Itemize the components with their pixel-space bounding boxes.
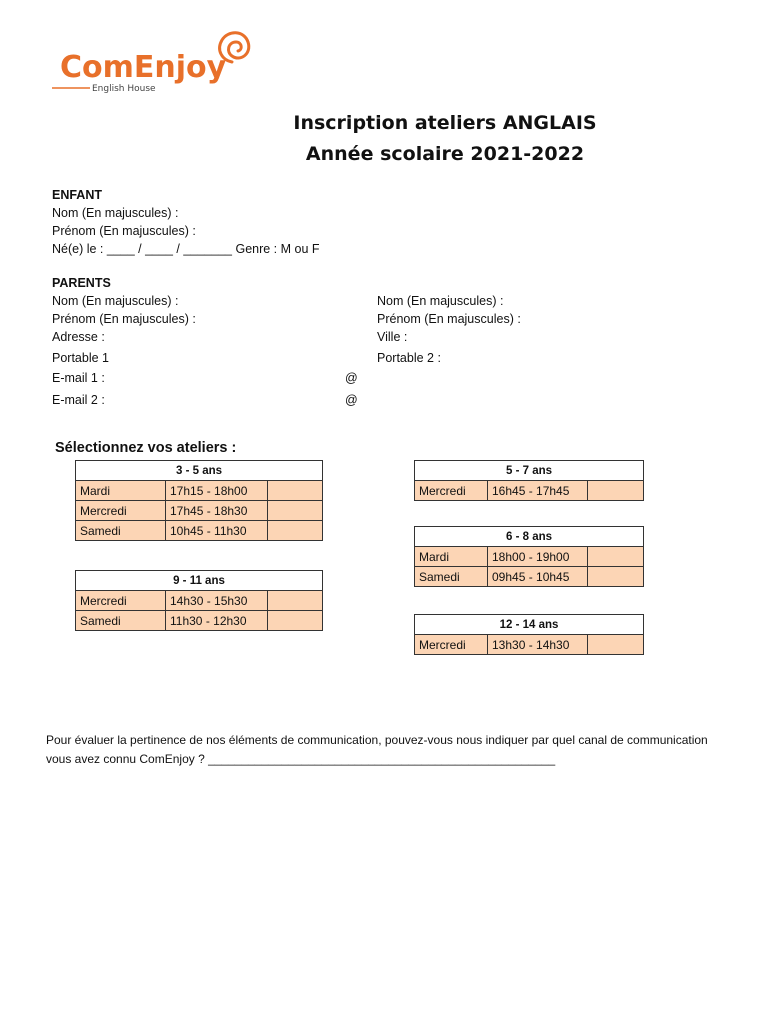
time-cell: 17h15 - 18h00 [166, 481, 268, 501]
parents-heading: PARENTS [52, 276, 111, 290]
table-row [415, 567, 644, 587]
time-cell: 11h30 - 12h30 [166, 611, 268, 631]
select-checkbox[interactable] [588, 567, 644, 587]
day-cell: Mardi [415, 547, 488, 567]
select-checkbox[interactable] [268, 591, 323, 611]
select-checkbox[interactable] [268, 521, 323, 541]
portable1-label: Portable 1 [52, 351, 109, 365]
day-cell: Mercredi [76, 591, 166, 611]
parent2-prenom-label: Prénom (En majuscules) : [377, 312, 521, 326]
select-checkbox[interactable] [588, 481, 644, 501]
schedule-12-14-ans [414, 614, 644, 655]
time-cell: 17h45 - 18h30 [166, 501, 268, 521]
title-line-1: Inscription ateliers ANGLAIS [293, 112, 597, 134]
day-cell: Mercredi [415, 481, 488, 501]
time-cell: 16h45 - 17h45 [488, 481, 588, 501]
group-label: 5 - 7 ans [415, 461, 644, 481]
table-row [76, 521, 323, 541]
schedule-9-11-ans [75, 570, 323, 631]
email1-label: E-mail 1 : [52, 371, 105, 385]
time-cell: 10h45 - 11h30 [166, 521, 268, 541]
ville-label: Ville : [377, 330, 408, 344]
group-label: 3 - 5 ans [76, 461, 323, 481]
time-cell: 14h30 - 15h30 [166, 591, 268, 611]
schedule-5-7-ans [414, 460, 644, 501]
enfant-nom-label: Nom (En majuscules) : [52, 206, 179, 220]
day-cell: Samedi [415, 567, 488, 587]
logo-brand: ComEnjoy [60, 50, 227, 85]
select-checkbox[interactable] [268, 481, 323, 501]
select-checkbox[interactable] [588, 547, 644, 567]
table-row [415, 635, 644, 655]
table-row [76, 501, 323, 521]
communication-question: Pour évaluer la pertinence de nos éléments de communication, pouvez-vous nous indiquer par quel canal de communication vous avez connu ComEnjoy ? ____________________________________________________ [46, 733, 708, 766]
ateliers-heading: Sélectionnez vos ateliers : [55, 440, 237, 456]
table-row [76, 611, 323, 631]
group-label: 12 - 14 ans [415, 615, 644, 635]
parent2-nom-label: Nom (En majuscules) : [377, 294, 504, 308]
time-cell: 13h30 - 14h30 [488, 635, 588, 655]
schedule-6-8-ans [414, 526, 644, 587]
day-cell: Mardi [76, 481, 166, 501]
time-cell: 09h45 - 10h45 [488, 567, 588, 587]
group-label: 6 - 8 ans [415, 527, 644, 547]
day-cell: Mercredi [415, 635, 488, 655]
table-row [415, 481, 644, 501]
select-checkbox[interactable] [268, 501, 323, 521]
portable2-label: Portable 2 : [377, 351, 441, 365]
table-row [76, 481, 323, 501]
enfant-prenom-label: Prénom (En majuscules) : [52, 224, 196, 238]
logo-tagline: English House [92, 84, 156, 94]
day-cell: Mercredi [76, 501, 166, 521]
time-cell: 18h00 - 19h00 [488, 547, 588, 567]
table-row [415, 547, 644, 567]
select-checkbox[interactable] [268, 611, 323, 631]
adresse-label: Adresse : [52, 330, 105, 344]
email2-label: E-mail 2 : [52, 393, 105, 407]
email1-at: @ [345, 371, 358, 385]
spiral-logo-icon [50, 22, 255, 94]
enfant-naissance-label: Né(e) le : ____ / ____ / _______ Genre : M ou F [52, 242, 320, 256]
day-cell: Samedi [76, 611, 166, 631]
schedule-3-5-ans [75, 460, 323, 541]
parent1-nom-label: Nom (En majuscules) : [52, 294, 179, 308]
parent1-prenom-label: Prénom (En majuscules) : [52, 312, 196, 326]
email2-at: @ [345, 393, 358, 407]
table-row [76, 591, 323, 611]
enfant-heading: ENFANT [52, 188, 102, 202]
select-checkbox[interactable] [588, 635, 644, 655]
group-label: 9 - 11 ans [76, 571, 323, 591]
title-line-2: Année scolaire 2021-2022 [305, 143, 585, 165]
day-cell: Samedi [76, 521, 166, 541]
